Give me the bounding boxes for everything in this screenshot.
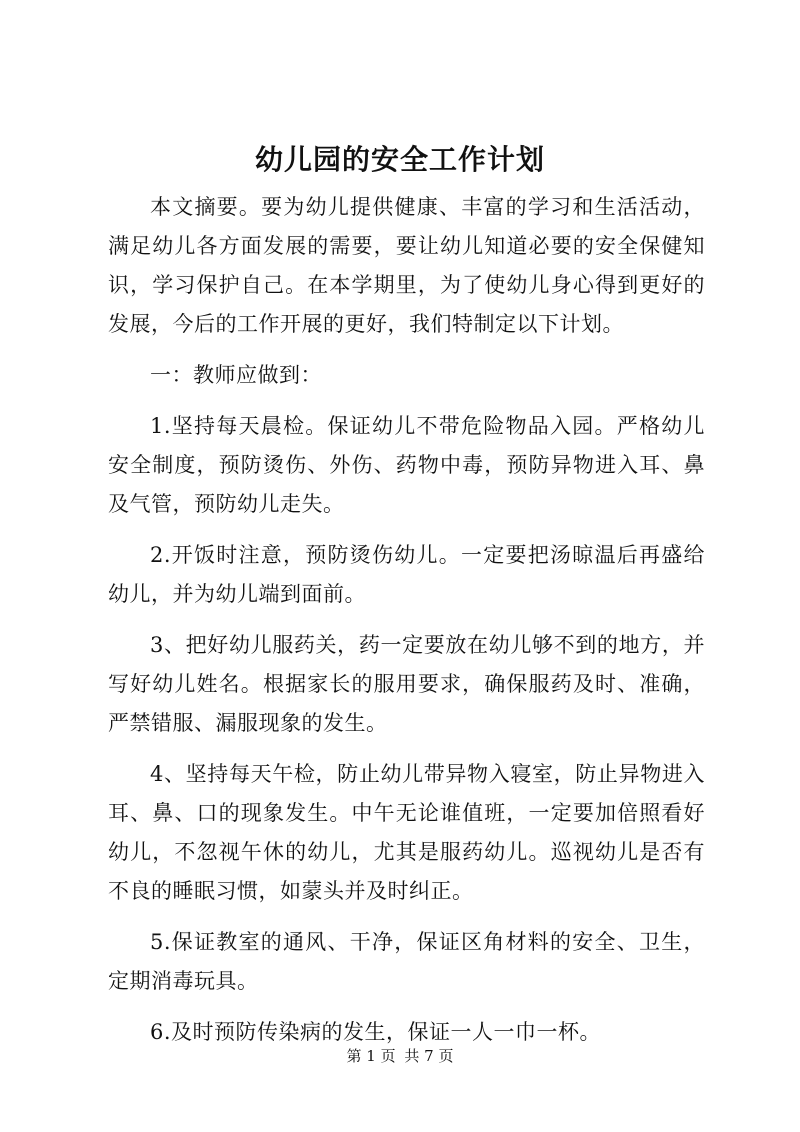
page-number: 第 1 页 [346,1047,396,1065]
paragraph-section-heading: 一：教师应做到： [150,363,322,387]
paragraph-abstract: 本文摘要。要为幼儿提供健康、丰富的学习和生活活动，满足幼儿各方面发展的需要，要让幼儿知道必要的安全保健知识，学习保护自己。在本学期里，为了使幼儿身心得到更好的发展，今后的工作开展的更好，我们特制定以下计划。 [108,195,705,336]
paragraph-item-1: 1.坚持每天晨检。保证幼儿不带危险物品入园。严格幼儿安全制度，预防烫伤、外伤、药物中毒，预防异物进入耳、鼻及气管，预防幼儿走失。 [108,414,705,516]
document-title: 幼儿园的安全工作计划 [254,143,545,176]
document-body [108,188,705,1064]
page-total: 共 7 页 [404,1047,454,1065]
paragraph-item-2: 2.开饭时注意，预防烫伤幼儿。一定要把汤晾温后再盛给幼儿，并为幼儿端到面前。 [108,543,705,606]
paragraph-item-6: 6.及时预防传染病的发生，保证一人一巾一杯。 [150,1020,602,1044]
paragraph-item-5: 5.保证教室的通风、干净，保证区角材料的安全、卫生，定期消毒玩具。 [108,930,705,993]
page-footer [0,1046,800,1066]
paragraph-item-4: 4、坚持每天午检，防止幼儿带异物入寝室，防止异物进入耳、鼻、口的现象发生。中午无论谁值班，一定要加倍照看好幼儿，不忽视午休的幼儿，尤其是服药幼儿。巡视幼儿是否有不良的睡眠习惯，如蒙头并及时纠正。 [108,762,705,903]
paragraph-item-3: 3、把好幼儿服药关，药一定要放在幼儿够不到的地方，并写好幼儿姓名。根据家长的服用要求，确保服药及时、准确，严禁错服、漏服现象的发生。 [108,633,705,735]
